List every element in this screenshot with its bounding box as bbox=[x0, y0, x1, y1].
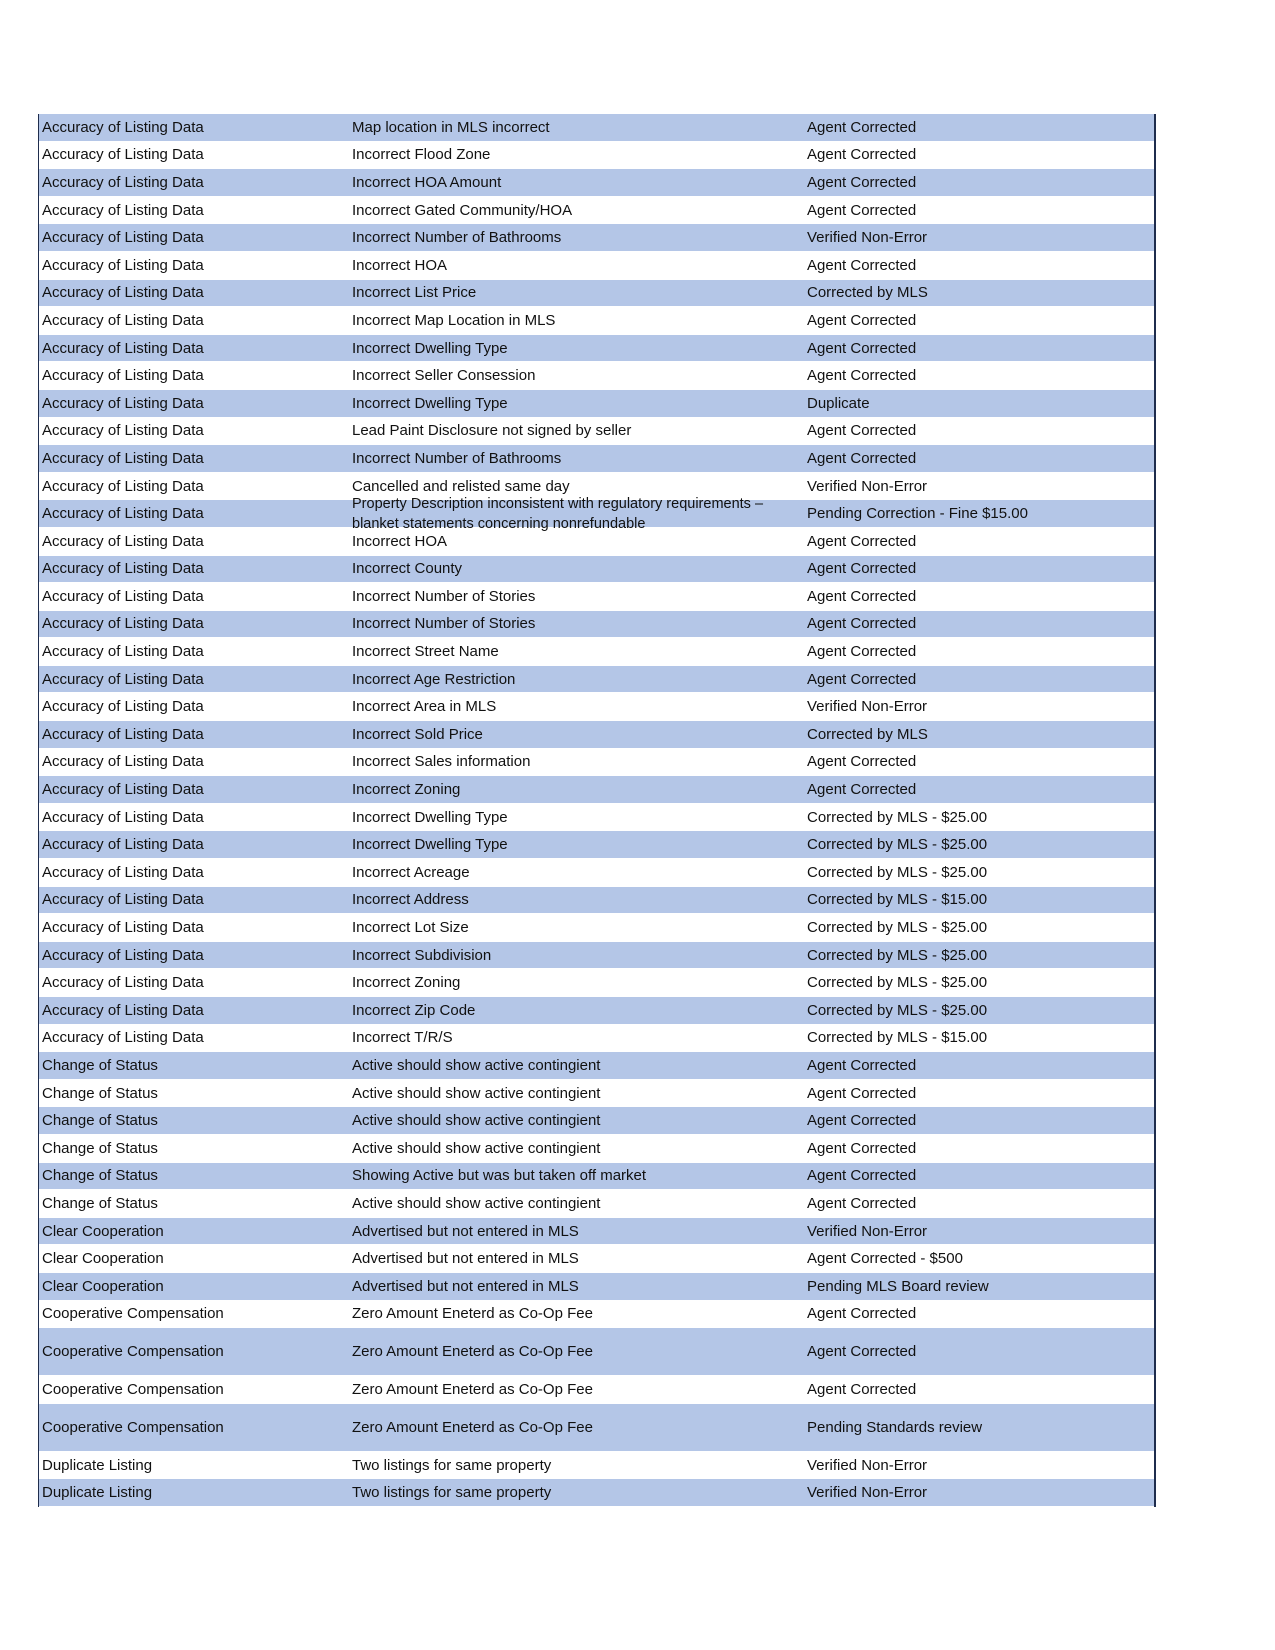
table-row bbox=[39, 666, 1154, 694]
issue-cell: Zero Amount Eneterd as Co-Op Fee bbox=[352, 1343, 593, 1361]
table-row bbox=[39, 859, 1154, 887]
resolution-cell: Corrected by MLS - $25.00 bbox=[807, 808, 988, 826]
issue-cell: Incorrect Dwelling Type bbox=[352, 836, 508, 854]
issue-cell: Active should show active contingient bbox=[352, 1112, 601, 1130]
issue-cell: Active should show active contingient bbox=[352, 1139, 601, 1157]
resolution-cell: Corrected by MLS bbox=[807, 284, 928, 302]
issue-cell: Incorrect Zoning bbox=[352, 974, 461, 992]
table-row bbox=[39, 1107, 1154, 1135]
category-cell: Cooperative Compensation bbox=[42, 1418, 224, 1436]
issue-cell: Incorrect Dwelling Type bbox=[352, 394, 508, 412]
category-cell: Accuracy of Listing Data bbox=[42, 946, 204, 964]
issue-cell: Incorrect Gated Community/HOA bbox=[352, 201, 573, 219]
resolution-cell: Agent Corrected bbox=[807, 118, 917, 136]
table-row bbox=[39, 1301, 1154, 1329]
resolution-cell: Agent Corrected bbox=[807, 643, 917, 661]
table-row bbox=[39, 362, 1154, 390]
category-cell: Change of Status bbox=[42, 1194, 158, 1212]
table-row bbox=[39, 114, 1154, 142]
category-cell: Change of Status bbox=[42, 1167, 158, 1185]
table-row bbox=[39, 1135, 1154, 1163]
issue-cell: Lead Paint Disclosure not signed by seller bbox=[352, 422, 632, 440]
category-cell: Accuracy of Listing Data bbox=[42, 422, 204, 440]
table-row bbox=[39, 776, 1154, 804]
table-row bbox=[39, 307, 1154, 335]
table-row bbox=[39, 969, 1154, 997]
issue-cell: Incorrect Dwelling Type bbox=[352, 808, 508, 826]
issue-cell: Incorrect T/R/S bbox=[352, 1029, 453, 1047]
issue-cell: Incorrect County bbox=[352, 560, 463, 578]
category-cell: Accuracy of Listing Data bbox=[42, 229, 204, 247]
category-cell: Clear Cooperation bbox=[42, 1277, 164, 1295]
resolution-cell: Verified Non-Error bbox=[807, 1484, 928, 1502]
category-cell: Accuracy of Listing Data bbox=[42, 173, 204, 191]
resolution-cell: Corrected by MLS - $25.00 bbox=[807, 946, 988, 964]
issue-cell: Advertised but not entered in MLS bbox=[352, 1222, 579, 1240]
resolution-cell: Agent Corrected bbox=[807, 311, 917, 329]
table-row bbox=[39, 749, 1154, 777]
table-row bbox=[39, 997, 1154, 1025]
resolution-cell: Agent Corrected bbox=[807, 256, 917, 274]
category-cell: Accuracy of Listing Data bbox=[42, 477, 204, 495]
table-row bbox=[39, 335, 1154, 363]
issue-cell: Active should show active contingient bbox=[352, 1194, 601, 1212]
category-cell: Accuracy of Listing Data bbox=[42, 146, 204, 164]
resolution-cell: Pending Correction - Fine $15.00 bbox=[807, 505, 1028, 523]
table-row bbox=[39, 495, 1154, 532]
resolution-cell: Agent Corrected bbox=[807, 1056, 917, 1074]
table-row bbox=[39, 1404, 1154, 1452]
category-cell: Accuracy of Listing Data bbox=[42, 891, 204, 909]
table-row bbox=[39, 280, 1154, 308]
table-row bbox=[39, 197, 1154, 225]
issue-cell: Incorrect Number of Stories bbox=[352, 587, 536, 605]
issue-cell: Zero Amount Eneterd as Co-Op Fee bbox=[352, 1380, 593, 1398]
category-cell: Accuracy of Listing Data bbox=[42, 753, 204, 771]
issue-cell: Incorrect HOA bbox=[352, 256, 448, 274]
category-cell: Accuracy of Listing Data bbox=[42, 725, 204, 743]
resolution-cell: Agent Corrected bbox=[807, 367, 917, 385]
resolution-cell: Duplicate bbox=[807, 394, 870, 412]
category-cell: Cooperative Compensation bbox=[42, 1305, 224, 1323]
category-cell: Accuracy of Listing Data bbox=[42, 532, 204, 550]
issue-cell: Incorrect Acreage bbox=[352, 863, 470, 881]
issue-cell: Incorrect Age Restriction bbox=[352, 670, 516, 688]
category-cell: Accuracy of Listing Data bbox=[42, 1001, 204, 1019]
resolution-cell: Agent Corrected bbox=[807, 532, 917, 550]
resolution-cell: Corrected by MLS - $25.00 bbox=[807, 919, 988, 937]
resolution-cell: Agent Corrected - $500 bbox=[807, 1250, 963, 1268]
category-cell: Duplicate Listing bbox=[42, 1456, 153, 1474]
category-cell: Accuracy of Listing Data bbox=[42, 808, 204, 826]
category-cell: Accuracy of Listing Data bbox=[42, 615, 204, 633]
category-cell: Accuracy of Listing Data bbox=[42, 974, 204, 992]
table-row bbox=[39, 390, 1154, 418]
resolution-cell: Agent Corrected bbox=[807, 201, 917, 219]
issue-cell: Incorrect Zoning bbox=[352, 781, 461, 799]
issue-cell: Incorrect Seller Consession bbox=[352, 367, 536, 385]
category-cell: Cooperative Compensation bbox=[42, 1343, 224, 1361]
resolution-cell: Agent Corrected bbox=[807, 1194, 917, 1212]
category-cell: Duplicate Listing bbox=[42, 1484, 153, 1502]
resolution-cell: Agent Corrected bbox=[807, 339, 917, 357]
category-cell: Accuracy of Listing Data bbox=[42, 505, 204, 523]
issue-cell: Incorrect HOA bbox=[352, 532, 448, 550]
category-cell: Change of Status bbox=[42, 1112, 158, 1130]
resolution-cell: Agent Corrected bbox=[807, 1167, 917, 1185]
category-cell: Accuracy of Listing Data bbox=[42, 367, 204, 385]
resolution-cell: Agent Corrected bbox=[807, 615, 917, 633]
resolution-cell: Verified Non-Error bbox=[807, 1456, 928, 1474]
table-row bbox=[39, 721, 1154, 749]
resolution-cell: Agent Corrected bbox=[807, 146, 917, 164]
table-row bbox=[39, 1025, 1154, 1053]
category-cell: Clear Cooperation bbox=[42, 1222, 164, 1240]
table-row bbox=[39, 1452, 1154, 1480]
table-row bbox=[39, 914, 1154, 942]
resolution-cell: Verified Non-Error bbox=[807, 1222, 928, 1240]
resolution-cell: Corrected by MLS - $25.00 bbox=[807, 863, 988, 881]
category-cell: Accuracy of Listing Data bbox=[42, 118, 204, 136]
table-row bbox=[39, 528, 1154, 556]
category-cell: Accuracy of Listing Data bbox=[42, 560, 204, 578]
resolution-cell: Verified Non-Error bbox=[807, 698, 928, 716]
issue-cell: Incorrect Subdivision bbox=[352, 946, 492, 964]
issue-cell: Showing Active but was but taken off market bbox=[352, 1167, 647, 1185]
issue-cell: Incorrect HOA Amount bbox=[352, 173, 502, 191]
category-cell: Accuracy of Listing Data bbox=[42, 394, 204, 412]
table-row bbox=[39, 1245, 1154, 1273]
category-cell: Accuracy of Listing Data bbox=[42, 919, 204, 937]
issue-cell: Incorrect Lot Size bbox=[352, 919, 469, 937]
table-row bbox=[39, 1273, 1154, 1301]
resolution-cell: Agent Corrected bbox=[807, 753, 917, 771]
issue-cell: Advertised but not entered in MLS bbox=[352, 1250, 579, 1268]
issue-cell: Active should show active contingient bbox=[352, 1056, 601, 1074]
table-row bbox=[39, 252, 1154, 280]
table-row bbox=[39, 1190, 1154, 1218]
resolution-cell: Agent Corrected bbox=[807, 422, 917, 440]
table-row bbox=[39, 418, 1154, 446]
table-row bbox=[39, 638, 1154, 666]
category-cell: Accuracy of Listing Data bbox=[42, 449, 204, 467]
resolution-cell: Corrected by MLS - $25.00 bbox=[807, 1001, 988, 1019]
category-cell: Accuracy of Listing Data bbox=[42, 1029, 204, 1047]
category-cell: Accuracy of Listing Data bbox=[42, 256, 204, 274]
issue-cell: Incorrect Street Name bbox=[352, 643, 499, 661]
issue-cell: Incorrect Zip Code bbox=[352, 1001, 476, 1019]
table-row bbox=[39, 831, 1154, 859]
category-cell: Cooperative Compensation bbox=[42, 1380, 224, 1398]
category-cell: Accuracy of Listing Data bbox=[42, 201, 204, 219]
category-cell: Accuracy of Listing Data bbox=[42, 863, 204, 881]
resolution-cell: Agent Corrected bbox=[807, 587, 917, 605]
table-row bbox=[39, 445, 1154, 473]
table-row bbox=[39, 1218, 1154, 1246]
resolution-cell: Agent Corrected bbox=[807, 1380, 917, 1398]
resolution-cell: Pending MLS Board review bbox=[807, 1277, 989, 1295]
issue-cell: Incorrect Number of Stories bbox=[352, 615, 536, 633]
category-cell: Accuracy of Listing Data bbox=[42, 698, 204, 716]
table-row bbox=[39, 1163, 1154, 1191]
issue-cell: Incorrect List Price bbox=[352, 284, 477, 302]
issue-cell: Incorrect Flood Zone bbox=[352, 146, 491, 164]
table-row bbox=[39, 887, 1154, 915]
issue-cell: Advertised but not entered in MLS bbox=[352, 1277, 579, 1295]
issue-cell: Incorrect Number of Bathrooms bbox=[352, 229, 562, 247]
resolution-cell: Verified Non-Error bbox=[807, 229, 928, 247]
resolution-cell: Agent Corrected bbox=[807, 670, 917, 688]
category-cell: Accuracy of Listing Data bbox=[42, 587, 204, 605]
resolution-cell: Corrected by MLS bbox=[807, 725, 928, 743]
table-row bbox=[39, 804, 1154, 832]
category-cell: Change of Status bbox=[42, 1139, 158, 1157]
table-row bbox=[39, 1376, 1154, 1404]
resolution-cell: Agent Corrected bbox=[807, 173, 917, 191]
table-row bbox=[39, 1052, 1154, 1080]
category-cell: Accuracy of Listing Data bbox=[42, 339, 204, 357]
issue-cell: Active should show active contingient bbox=[352, 1084, 601, 1102]
category-cell: Change of Status bbox=[42, 1084, 158, 1102]
resolution-cell: Agent Corrected bbox=[807, 449, 917, 467]
issue-cell: Incorrect Area in MLS bbox=[352, 698, 497, 716]
resolution-cell: Agent Corrected bbox=[807, 1084, 917, 1102]
category-cell: Accuracy of Listing Data bbox=[42, 311, 204, 329]
table-row bbox=[39, 611, 1154, 639]
issue-cell: Incorrect Map Location in MLS bbox=[352, 311, 556, 329]
category-cell: Accuracy of Listing Data bbox=[42, 836, 204, 854]
table-row bbox=[39, 169, 1154, 197]
issue-cell: Two listings for same property bbox=[352, 1484, 552, 1502]
resolution-cell: Corrected by MLS - $25.00 bbox=[807, 836, 988, 854]
resolution-cell: Agent Corrected bbox=[807, 781, 917, 799]
table-row bbox=[39, 942, 1154, 970]
resolution-cell: Pending Standards review bbox=[807, 1418, 983, 1436]
resolution-cell: Agent Corrected bbox=[807, 1343, 917, 1361]
issue-cell: Incorrect Sales information bbox=[352, 753, 531, 771]
resolution-cell: Corrected by MLS - $15.00 bbox=[807, 891, 988, 909]
table-row bbox=[39, 583, 1154, 611]
table-row bbox=[39, 1080, 1154, 1108]
table-row bbox=[39, 142, 1154, 170]
category-cell: Change of Status bbox=[42, 1056, 158, 1074]
resolution-cell: Agent Corrected bbox=[807, 1139, 917, 1157]
category-cell: Accuracy of Listing Data bbox=[42, 643, 204, 661]
complaints-table bbox=[38, 114, 1156, 1507]
resolution-cell: Corrected by MLS - $15.00 bbox=[807, 1029, 988, 1047]
resolution-cell: Verified Non-Error bbox=[807, 477, 928, 495]
issue-cell: Two listings for same property bbox=[352, 1456, 552, 1474]
issue-cell: Zero Amount Eneterd as Co-Op Fee bbox=[352, 1418, 593, 1436]
issue-cell: Incorrect Dwelling Type bbox=[352, 339, 508, 357]
category-cell: Accuracy of Listing Data bbox=[42, 284, 204, 302]
resolution-cell: Agent Corrected bbox=[807, 1305, 917, 1323]
table-row bbox=[39, 1479, 1154, 1507]
category-cell: Accuracy of Listing Data bbox=[42, 670, 204, 688]
issue-cell: Cancelled and relisted same day bbox=[352, 477, 570, 495]
resolution-cell: Agent Corrected bbox=[807, 1112, 917, 1130]
table-row bbox=[39, 1328, 1154, 1376]
table-row bbox=[39, 224, 1154, 252]
category-cell: Clear Cooperation bbox=[42, 1250, 164, 1268]
issue-cell: Map location in MLS incorrect bbox=[352, 118, 550, 136]
issue-cell: Property Description inconsistent with regulatory requirements – blanket statements concerning nonrefundable bbox=[352, 495, 764, 532]
table-row bbox=[39, 556, 1154, 584]
resolution-cell: Corrected by MLS - $25.00 bbox=[807, 974, 988, 992]
issue-cell: Incorrect Address bbox=[352, 891, 469, 909]
resolution-cell: Agent Corrected bbox=[807, 560, 917, 578]
issue-cell: Incorrect Number of Bathrooms bbox=[352, 449, 562, 467]
table-row bbox=[39, 693, 1154, 721]
issue-cell: Incorrect Sold Price bbox=[352, 725, 483, 743]
category-cell: Accuracy of Listing Data bbox=[42, 781, 204, 799]
issue-cell: Zero Amount Eneterd as Co-Op Fee bbox=[352, 1305, 593, 1323]
